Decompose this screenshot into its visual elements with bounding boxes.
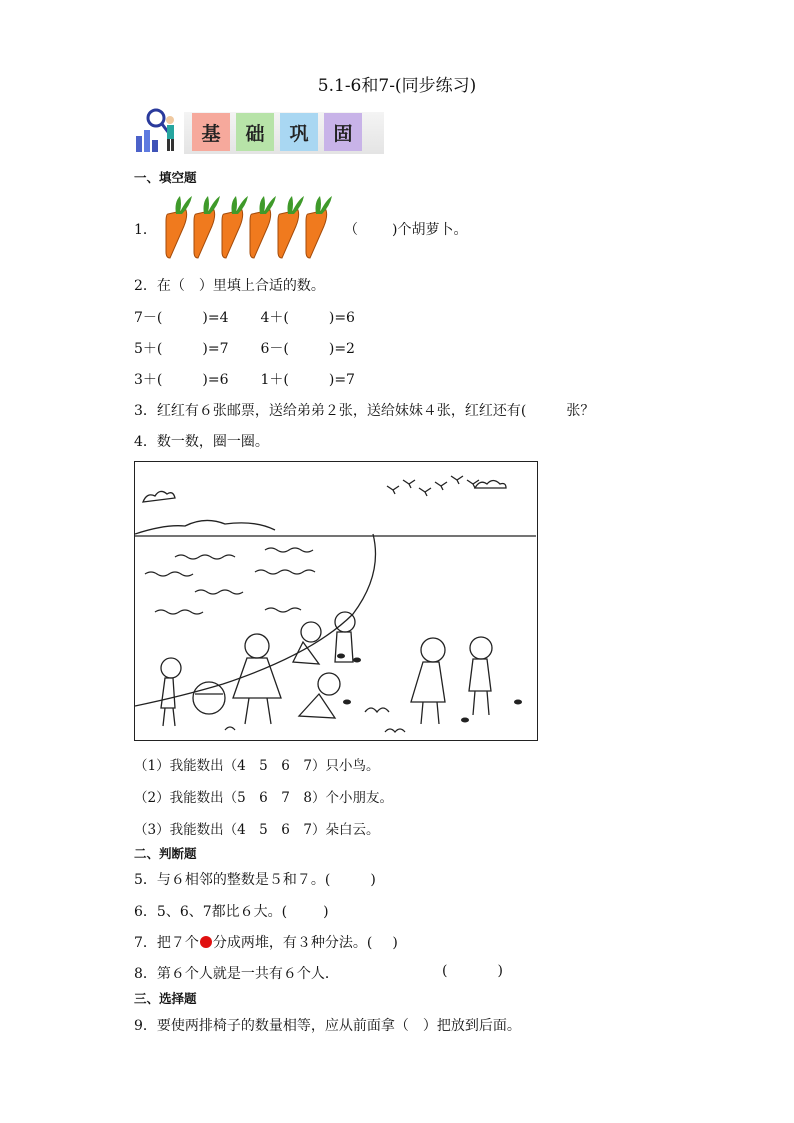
q1-paren-open: （ — [344, 222, 358, 238]
page-title: 5.1-6和7-(同步练习) — [317, 76, 477, 96]
q4-option-birds: （1）我能数出（4 5 6 7）只小鸟。 — [134, 758, 380, 774]
carrot-icon — [306, 196, 332, 258]
q4-option-children: （2）我能数出（5 6 7 8）个小朋友。 — [134, 790, 393, 806]
banner-tile-1: 基 — [192, 113, 230, 151]
q3-text: 3．红红有６张邮票，送给弟弟２张，送给妹妹４张，红红还有( 张？ — [134, 403, 595, 419]
section-judge-heading: 二、判断题 — [134, 846, 197, 861]
red-dot-icon — [200, 936, 212, 948]
section-fill-heading: 一、填空题 — [134, 170, 197, 185]
carrot-icon — [250, 196, 276, 258]
beach-scene-illustration — [134, 461, 538, 741]
carrot-icon — [194, 196, 220, 258]
banner-tile-2: 础 — [236, 113, 274, 151]
q9-text: 9．要使两排椅子的数量相等，应从前面拿（ ）把放到后面。 — [134, 1018, 521, 1034]
banner-tile-3: 巩 — [280, 113, 318, 151]
banner-tile-4: 固 — [324, 113, 362, 151]
carrot-icon — [222, 196, 248, 258]
q1-number: 1． — [134, 222, 157, 238]
q4-option-clouds: （3）我能数出（4 5 6 7）朵白云。 — [134, 822, 380, 838]
q8-answer-paren: ( ) — [442, 963, 503, 979]
carrot-group — [160, 192, 340, 260]
carrot-icon — [166, 196, 192, 258]
q6-text: 6．5、6、7都比６大。( ) — [134, 904, 329, 920]
q2-row-1: 7－( )=4 4＋( )=6 — [134, 310, 355, 326]
section-choice-heading: 三、选择题 — [134, 991, 197, 1006]
q2-row-3: 3＋( )=6 1＋( )=7 — [134, 372, 355, 388]
q1-paren-close: )个胡萝卜。 — [392, 222, 468, 238]
q5-text: 5．与６相邻的整数是５和７。( ) — [134, 872, 376, 888]
study-figure-icon — [132, 106, 182, 154]
q8-text: 8．第６个人就是一共有６个人． — [134, 966, 339, 982]
q4-text: 4．数一数，圈一圈。 — [134, 434, 269, 450]
q7-text: 7．把７个 分成两堆，有３种分法。( ) — [134, 935, 398, 951]
section-banner — [132, 104, 392, 154]
carrot-icon — [278, 196, 304, 258]
q2-row-2: 5＋( )=7 6－( )=2 — [134, 341, 355, 357]
q2-text: 2．在（ ）里填上合适的数。 — [134, 278, 325, 294]
